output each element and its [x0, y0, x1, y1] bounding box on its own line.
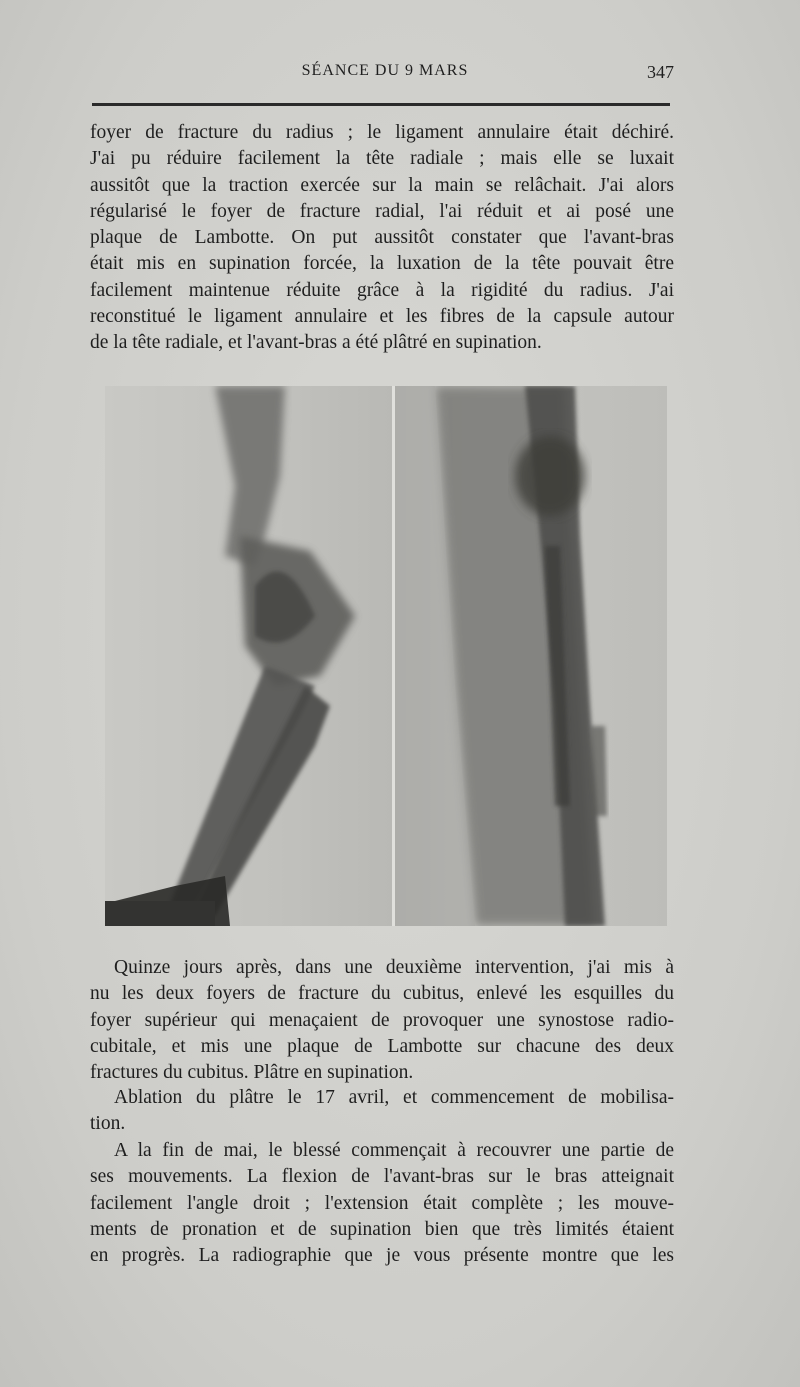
text-line: facilement l'angle droit ; l'extension était complète ; les mouve- — [90, 1192, 674, 1214]
text-line: Ablation du plâtre le 17 avril, et commencement de mobilisa- — [114, 1087, 674, 1108]
paragraph-1 — [90, 120, 674, 357]
text-line: tion. — [90, 1113, 126, 1135]
text-line: Quinze jours après, dans une deuxième intervention, j'ai mis à — [114, 957, 674, 978]
text-line: aussitôt que la traction exercée sur la main se relâchait. J'ai alors — [90, 174, 674, 196]
text-line: ses mouvements. La flexion de l'avant-bras sur le bras atteignait — [90, 1166, 674, 1188]
header-rule — [92, 103, 670, 106]
text-line: ments de pronation et de supination bien que très limités étaient — [90, 1218, 674, 1240]
text-line: était mis en supination forcée, la luxation de la tête pouvait être — [90, 253, 674, 275]
text-line: fractures du cubitus. Plâtre en supination. — [90, 1062, 414, 1084]
text-line: J'ai pu réduire facilement la tête radiale ; mais elle se luxait — [90, 148, 674, 170]
text-line: reconstitué le ligament annulaire et les fibres de la capsule autour — [90, 306, 674, 328]
page-number: 347 — [647, 62, 674, 82]
paragraph-4 — [90, 1138, 674, 1269]
text-line: foyer de fracture du radius ; le ligament annulaire était déchiré. — [90, 122, 674, 143]
text-line: foyer supérieur qui menaçaient de provoquer une synostose radio- — [90, 1009, 674, 1031]
text-line: facilement maintenue réduite grâce à la rigidité du radius. J'ai — [90, 279, 674, 301]
text-line: cubitale, et mis une plaque de Lambotte sur chacune des deux — [90, 1035, 674, 1057]
text-line: régularisé le foyer de fracture radial, l'ai réduit et ai posé une — [90, 200, 674, 222]
paragraph-3 — [90, 1085, 674, 1138]
text-line: de la tête radiale, et l'avant-bras a été plâtré en supination. — [90, 332, 542, 354]
text-line: nu les deux foyers de fracture du cubitus, enlevé les esquilles du — [90, 983, 674, 1005]
radiograph-elbow-image — [105, 386, 392, 926]
text-line: plaque de Lambotte. On put aussitôt constater que l'avant-bras — [90, 227, 674, 249]
radiograph-forearm-image — [395, 386, 667, 926]
text-line: en progrès. La radiographie que je vous présente montre que les — [90, 1245, 674, 1267]
text-line: A la fin de mai, le blessé commençait à recouvrer une partie de — [114, 1140, 674, 1161]
running-head — [90, 62, 680, 88]
running-head-title: SÉANCE DU 9 MARS — [301, 62, 469, 79]
paragraph-2 — [90, 955, 674, 1086]
radiograph-figure — [105, 386, 667, 926]
